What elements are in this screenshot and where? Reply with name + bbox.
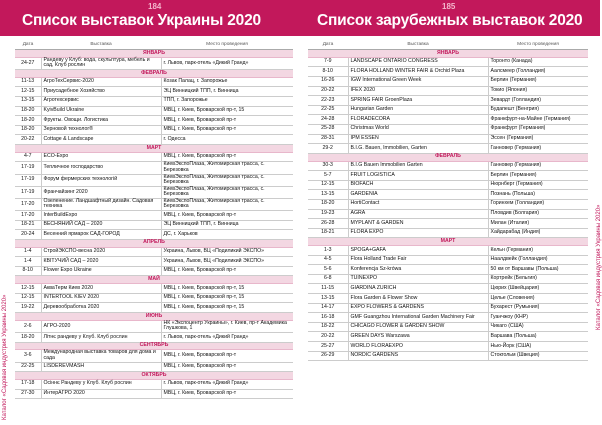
exhibition-cell: GARDENIA: [348, 190, 488, 200]
date-cell: 12-15: [308, 180, 348, 190]
date-cell: 12-15: [15, 293, 41, 303]
date-cell: 14-17: [308, 303, 348, 313]
place-cell: Ганновер (Германия): [488, 161, 588, 171]
table-row: [15, 266, 293, 276]
exhibition-cell: Flora Garden & Flower Show: [348, 294, 488, 304]
place-cell: МВЦ, г. Киев, Броварской пр-т: [161, 125, 293, 135]
exhibition-cell: Форум фермерских технологій: [41, 174, 161, 186]
table-row: [15, 350, 293, 362]
exhibition-cell: Літнє рандеву у Клуб. Клуб рослин: [41, 333, 161, 343]
place-cell: Горинхем (Голландия): [488, 199, 588, 209]
place-cell: ДС, г. Харьков: [161, 230, 293, 240]
place-cell: Бухарест (Румыния): [488, 303, 588, 313]
table-row: [15, 320, 293, 332]
place-cell: Козак Палац, г. Запорожье: [161, 77, 293, 87]
exhibition-cell: GMF Guangzhou International Garden Machinery Fair: [348, 313, 488, 323]
place-cell: МВЦ, г. Киев, Броварской пр-т, 15: [161, 106, 293, 116]
exhibition-cell: LISDEREVMASH: [41, 362, 161, 372]
right-page-title: Список зарубежных выставок 2020: [317, 12, 583, 29]
date-cell: 7-9: [308, 57, 348, 67]
month-section-row: [15, 144, 293, 152]
month-label: ЯНВАРЬ: [15, 50, 293, 58]
place-cell: МВЦ, г. Киев, Броварской пр-т, 15: [161, 284, 293, 294]
exhibition-cell: Hungarian Garden: [348, 105, 488, 115]
date-cell: 30-3: [308, 161, 348, 171]
place-cell: Токио (Япония): [488, 86, 588, 96]
exhibition-cell: Озеленение. Ландшафтный дизайн. Садовая техника: [41, 198, 161, 210]
table-body: [308, 50, 588, 361]
exhibition-cell: Осіннє Рандеву у Клуб. Клуб рослин: [41, 379, 161, 389]
month-label: АПРЕЛЬ: [15, 239, 293, 247]
exhibition-cell: Тепличное господарство: [41, 162, 161, 174]
table-row: [15, 106, 293, 116]
place-cell: 50 км от Варшавы (Польша): [488, 265, 588, 275]
date-cell: 18-21: [15, 220, 41, 230]
exhibition-cell: AGRA: [348, 209, 488, 219]
place-cell: НК «Экспоцентр Украины», г. Киев, пр-т Академика Глушкова, 1: [161, 320, 293, 332]
table-row: [15, 198, 293, 210]
exhibition-cell: АгроТехСервис-2020: [41, 77, 161, 87]
place-cell: КиевЭкспоПлаза, Житомирская трасса, с. Березовка: [161, 162, 293, 174]
table-row: [308, 86, 588, 96]
month-label: МАРТ: [308, 238, 588, 246]
exhibition-cell: Konferencja Sz-krówa: [348, 265, 488, 275]
table-row: [15, 362, 293, 372]
table-row: [15, 57, 293, 69]
place-cell: МВЦ, г. Киев, Броварской пр-т: [161, 266, 293, 276]
place-cell: ЭЦ Винницкий ТПП, г. Винница: [161, 87, 293, 97]
table-row: [15, 379, 293, 389]
place-cell: Хайдарабад (Индия): [488, 228, 588, 238]
place-cell: Ганновер (Германия): [488, 144, 588, 154]
date-cell: 3-6: [15, 350, 41, 362]
date-cell: 1-4: [15, 247, 41, 257]
exhibition-cell: InterBuildExpo: [41, 211, 161, 221]
place-cell: МВЦ, г. Киев, Броварской пр-т: [161, 116, 293, 126]
header-place: Место проведения: [488, 40, 588, 50]
place-cell: Цюрих (Швейцария): [488, 284, 588, 294]
table-row: [15, 211, 293, 221]
table-row: [308, 161, 588, 171]
date-cell: 22-25: [15, 362, 41, 372]
date-cell: 11-15: [308, 284, 348, 294]
table-row: [308, 124, 588, 134]
table-row: [308, 313, 588, 323]
exhibition-cell: ВЕСНЯНИЙ САД – 2020: [41, 220, 161, 230]
right-side-caption: Каталог «Садовая индустрия Украины 2020»: [596, 204, 602, 330]
date-cell: 29-2: [308, 144, 348, 154]
exhibition-cell: HortiContact: [348, 199, 488, 209]
exhibition-cell: Международная выставка товаров для дома и сада: [41, 350, 161, 362]
foreign-exhibitions-table: [308, 40, 588, 361]
date-cell: 24-28: [308, 115, 348, 125]
date-cell: 5-7: [308, 171, 348, 181]
date-cell: 11-13: [15, 77, 41, 87]
table-row: [308, 255, 588, 265]
exhibition-cell: Франчайзинг 2020: [41, 186, 161, 198]
header-date: Дата: [308, 40, 348, 50]
table-header-row: [308, 40, 588, 50]
place-cell: г. Львов, парк-отель «Дикий Гранд»: [161, 379, 293, 389]
table-row: [15, 135, 293, 145]
date-cell: 18-20: [308, 199, 348, 209]
table-row: [15, 87, 293, 97]
date-cell: 20-22: [15, 135, 41, 145]
exhibition-cell: BIOFACH: [348, 180, 488, 190]
exhibition-cell: Весенний ярмарок САД-ГОРОД: [41, 230, 161, 240]
table-row: [15, 247, 293, 257]
table-row: [15, 96, 293, 106]
exhibition-cell: B.I.G Bauen Immobilien Garten: [348, 161, 488, 171]
place-cell: г. Львов, парк-отель «Дикий Гранд»: [161, 333, 293, 343]
table-row: [308, 351, 588, 361]
month-section-row: [15, 239, 293, 247]
left-side-caption: Каталог «Садовая индустрия Украины 2020»: [2, 294, 8, 420]
date-cell: 18-20: [15, 333, 41, 343]
month-section-row: [15, 276, 293, 284]
place-cell: Варшава (Польша): [488, 332, 588, 342]
table-row: [308, 303, 588, 313]
exhibition-cell: Christmas World: [348, 124, 488, 134]
place-cell: Украина, Львов, ВЦ «Подиликий ЭКСПО»: [161, 257, 293, 267]
date-cell: 18-20: [15, 116, 41, 126]
date-cell: 18-20: [15, 106, 41, 116]
exhibition-cell: FRUIT LOGISTICA: [348, 171, 488, 181]
table-row: [15, 162, 293, 174]
place-cell: МВЦ, г. Киев, Броварской пр-т: [161, 350, 293, 362]
place-cell: Эссен (Германия): [488, 134, 588, 144]
date-cell: 28-31: [308, 134, 348, 144]
header-exhibition: Выставка: [348, 40, 488, 50]
table-row: [15, 389, 293, 399]
place-cell: Торонто (Канада): [488, 57, 588, 67]
exhibition-cell: АГРО-2020: [41, 320, 161, 332]
date-cell: 12-15: [15, 87, 41, 97]
exhibition-cell: GREEN DAYS Warszawa: [348, 332, 488, 342]
place-cell: Украина, Львов, ВЦ «Подиликий ЭКСПО»: [161, 247, 293, 257]
exhibition-cell: NORDIC GARDENS: [348, 351, 488, 361]
date-cell: 1-4: [15, 257, 41, 267]
table-row: [308, 144, 588, 154]
exhibition-cell: Рандеву у Клуб: вода, скульптура, мебель и сад, Клуб рослин: [41, 57, 161, 69]
place-cell: КиевЭкспоПлаза, Житомирская трасса, с. Березовка: [161, 186, 293, 198]
place-cell: Милан (Италия): [488, 219, 588, 229]
date-cell: 27-30: [15, 389, 41, 399]
date-cell: 26-29: [308, 351, 348, 361]
place-cell: КиевЭкспоПлаза, Житомирская трасса, с. Березовка: [161, 174, 293, 186]
exhibition-cell: FLORA HOLLAND WINTER FAIR & Orchid Plaza: [348, 67, 488, 77]
month-label: СЕНТЯБРЬ: [15, 342, 293, 350]
month-section-row: [15, 69, 293, 77]
place-cell: ЭЦ Винницкий ТПП, г. Винница: [161, 220, 293, 230]
exhibition-cell: SPOGA+GAFA: [348, 246, 488, 256]
place-cell: Кельн (Германия): [488, 246, 588, 256]
table-row: [15, 174, 293, 186]
exhibition-cell: IGW International Green Week: [348, 76, 488, 86]
table-row: [308, 332, 588, 342]
month-section-row: [308, 153, 588, 161]
month-label: ЯНВАРЬ: [308, 50, 588, 58]
date-cell: 17-19: [15, 174, 41, 186]
table-row: [15, 284, 293, 294]
place-cell: Стокгольм (Швеция): [488, 351, 588, 361]
exhibition-cell: АкваТерм Киев 2020: [41, 284, 161, 294]
place-cell: Нюрнберг (Германия): [488, 180, 588, 190]
table-row: [308, 190, 588, 200]
table-row: [308, 171, 588, 181]
exhibition-cell: IFEX 2020: [348, 86, 488, 96]
date-cell: 5-6: [308, 265, 348, 275]
place-cell: Зевардт (Голландия): [488, 96, 588, 106]
table-row: [308, 67, 588, 77]
exhibition-cell: SPRING FAIR GroenPlaza: [348, 96, 488, 106]
date-cell: 1-3: [308, 246, 348, 256]
date-cell: 2-6: [15, 320, 41, 332]
month-section-row: [15, 372, 293, 380]
table-row: [308, 209, 588, 219]
place-cell: Целье (Словения): [488, 294, 588, 304]
table-row: [15, 186, 293, 198]
exhibition-cell: FLORA EXPO: [348, 228, 488, 238]
date-cell: 6-8: [308, 274, 348, 284]
table-row: [308, 115, 588, 125]
place-cell: г. Львов, парк-отель «Дикий Гранд»: [161, 57, 293, 69]
place-cell: КиевЭкспоПлаза, Житомирская трасса, с. Березовка: [161, 198, 293, 210]
date-cell: 25-28: [308, 124, 348, 134]
exhibition-cell: Агротехсервис: [41, 96, 161, 106]
table-row: [308, 134, 588, 144]
date-cell: 20-24: [15, 230, 41, 240]
date-cell: 17-18: [15, 379, 41, 389]
right-page: [300, 0, 600, 425]
date-cell: 13-15: [15, 96, 41, 106]
date-cell: 17-19: [15, 162, 41, 174]
date-cell: 4-7: [15, 152, 41, 162]
table-row: [15, 116, 293, 126]
table-row: [15, 293, 293, 303]
table-row: [308, 105, 588, 115]
place-cell: Франкфурт-на-Майне (Германия): [488, 115, 588, 125]
exhibition-cell: Зерновой технолог®: [41, 125, 161, 135]
place-cell: Будапешт (Венгрия): [488, 105, 588, 115]
table-row: [15, 220, 293, 230]
table-row: [308, 274, 588, 284]
place-cell: МВЦ, г. Киев, Броварской пр-т: [161, 211, 293, 221]
place-cell: МВЦ, г. Киев, Броварской пр-т, 15: [161, 303, 293, 313]
month-label: ИЮНЬ: [15, 313, 293, 321]
date-cell: 17-20: [15, 211, 41, 221]
ukraine-exhibitions-table: [15, 40, 293, 399]
date-cell: 17-19: [15, 186, 41, 198]
place-cell: МВЦ, г. Киев, Броварской пр-т: [161, 389, 293, 399]
table-row: [308, 284, 588, 294]
exhibition-cell: FLORADECORA: [348, 115, 488, 125]
table-row: [15, 125, 293, 135]
date-cell: 20-22: [308, 332, 348, 342]
table-header-row: [15, 40, 293, 50]
date-cell: 26-28: [308, 219, 348, 229]
exhibition-cell: IPM ESSEN: [348, 134, 488, 144]
table-body: [15, 50, 293, 399]
exhibition-cell: INTERTOOL KIEV 2020: [41, 293, 161, 303]
month-section-row: [308, 238, 588, 246]
left-page: [0, 0, 300, 425]
date-cell: 13-15: [308, 294, 348, 304]
place-cell: Берлин (Германия): [488, 171, 588, 181]
left-title-banner: [0, 0, 300, 36]
table-row: [15, 303, 293, 313]
exhibition-cell: ECO-Expo: [41, 152, 161, 162]
date-cell: 19-22: [15, 303, 41, 313]
date-cell: 22-25: [308, 105, 348, 115]
place-cell: Познань (Польша): [488, 190, 588, 200]
exhibition-cell: B.I.G. Bauen, Immobilien, Garten: [348, 144, 488, 154]
exhibition-cell: MYPLANT & GARDEN: [348, 219, 488, 229]
table-row: [308, 265, 588, 275]
table-row: [308, 199, 588, 209]
exhibition-cell: GIARDINA ZURICH: [348, 284, 488, 294]
table-row: [308, 57, 588, 67]
exhibition-cell: Деревообработка 2020: [41, 303, 161, 313]
place-cell: г. Одесса: [161, 135, 293, 145]
header-exhibition: Выставка: [41, 40, 161, 50]
place-cell: Нью-Йорк (США): [488, 342, 588, 352]
exhibition-cell: EXPO FLOWERS & GARDENS: [348, 303, 488, 313]
table-row: [15, 77, 293, 87]
table-row: [308, 76, 588, 86]
month-label: МАЙ: [15, 276, 293, 284]
date-cell: 4-5: [308, 255, 348, 265]
exhibition-cell: Flower Expo Ukraine: [41, 266, 161, 276]
left-page-title: Список выставок Украины 2020: [22, 12, 261, 29]
table-row: [15, 257, 293, 267]
date-cell: 12-15: [15, 284, 41, 294]
exhibition-cell: КВІТУЧИЙ САД – 2020: [41, 257, 161, 267]
exhibition-cell: LANDSCAPE ONTARIO CONGRESS: [348, 57, 488, 67]
place-cell: Аалсмеер (Голландия): [488, 67, 588, 77]
left-page-number: 184: [148, 2, 162, 11]
place-cell: Берлин (Германия): [488, 76, 588, 86]
header-place: Место проведения: [161, 40, 293, 50]
date-cell: 22-23: [308, 96, 348, 106]
date-cell: 18-20: [15, 125, 41, 135]
month-section-row: [308, 50, 588, 58]
date-cell: 18-22: [308, 322, 348, 332]
exhibition-cell: KyivBuild Ukraine: [41, 106, 161, 116]
date-cell: 8-10: [15, 266, 41, 276]
table-row: [15, 230, 293, 240]
right-page-number: 185: [442, 2, 456, 11]
table-row: [308, 96, 588, 106]
place-cell: ТПП, г. Запорожье: [161, 96, 293, 106]
exhibition-cell: ИнтерАГРО 2020: [41, 389, 161, 399]
month-label: ОКТЯБРЬ: [15, 372, 293, 380]
place-cell: МВЦ, г. Киев, Броварской пр-т: [161, 362, 293, 372]
date-cell: 18-21: [308, 228, 348, 238]
exhibition-cell: СтройЭКСПО-весна 2020: [41, 247, 161, 257]
date-cell: 13-15: [308, 190, 348, 200]
table-row: [308, 228, 588, 238]
exhibition-cell: CHICAGO FLOWER & GARDEN SHOW: [348, 322, 488, 332]
right-title-banner: [300, 0, 600, 36]
table-row: [308, 246, 588, 256]
place-cell: Кортрейк (Бельгия): [488, 274, 588, 284]
exhibition-cell: Приусадебное Хозяйство: [41, 87, 161, 97]
place-cell: МВЦ, г. Киев, Броварской пр-т, 15: [161, 293, 293, 303]
table-row: [308, 342, 588, 352]
exhibition-cell: WORLD FLORAEXPO: [348, 342, 488, 352]
date-cell: 8-10: [308, 67, 348, 77]
exhibition-cell: Flora Holland Trade Fair: [348, 255, 488, 265]
table-row: [308, 219, 588, 229]
exhibition-cell: TUINEXPO: [348, 274, 488, 284]
date-cell: 19-23: [308, 209, 348, 219]
month-label: МАРТ: [15, 144, 293, 152]
exhibition-cell: Фрукты. Овощи. Логистика: [41, 116, 161, 126]
date-cell: 20-22: [308, 86, 348, 96]
place-cell: Гуанчжоу (КНР): [488, 313, 588, 323]
place-cell: МВЦ, г. Киев, Броварской пр-т: [161, 152, 293, 162]
date-cell: 24-27: [15, 57, 41, 69]
table-row: [308, 180, 588, 190]
date-cell: 16-18: [308, 313, 348, 323]
place-cell: Наалдвейк (Голландия): [488, 255, 588, 265]
place-cell: Пловдив (Болгария): [488, 209, 588, 219]
month-label: ФЕВРАЛЬ: [15, 69, 293, 77]
place-cell: Чикаго (США): [488, 322, 588, 332]
table-row: [15, 333, 293, 343]
date-cell: 16-26: [308, 76, 348, 86]
exhibition-cell: Cottage & Landscape: [41, 135, 161, 145]
place-cell: Франкфурт (Германия): [488, 124, 588, 134]
table-row: [308, 294, 588, 304]
date-cell: 17-20: [15, 198, 41, 210]
date-cell: 25-27: [308, 342, 348, 352]
month-label: ФЕВРАЛЬ: [308, 153, 588, 161]
header-date: Дата: [15, 40, 41, 50]
table-row: [308, 322, 588, 332]
